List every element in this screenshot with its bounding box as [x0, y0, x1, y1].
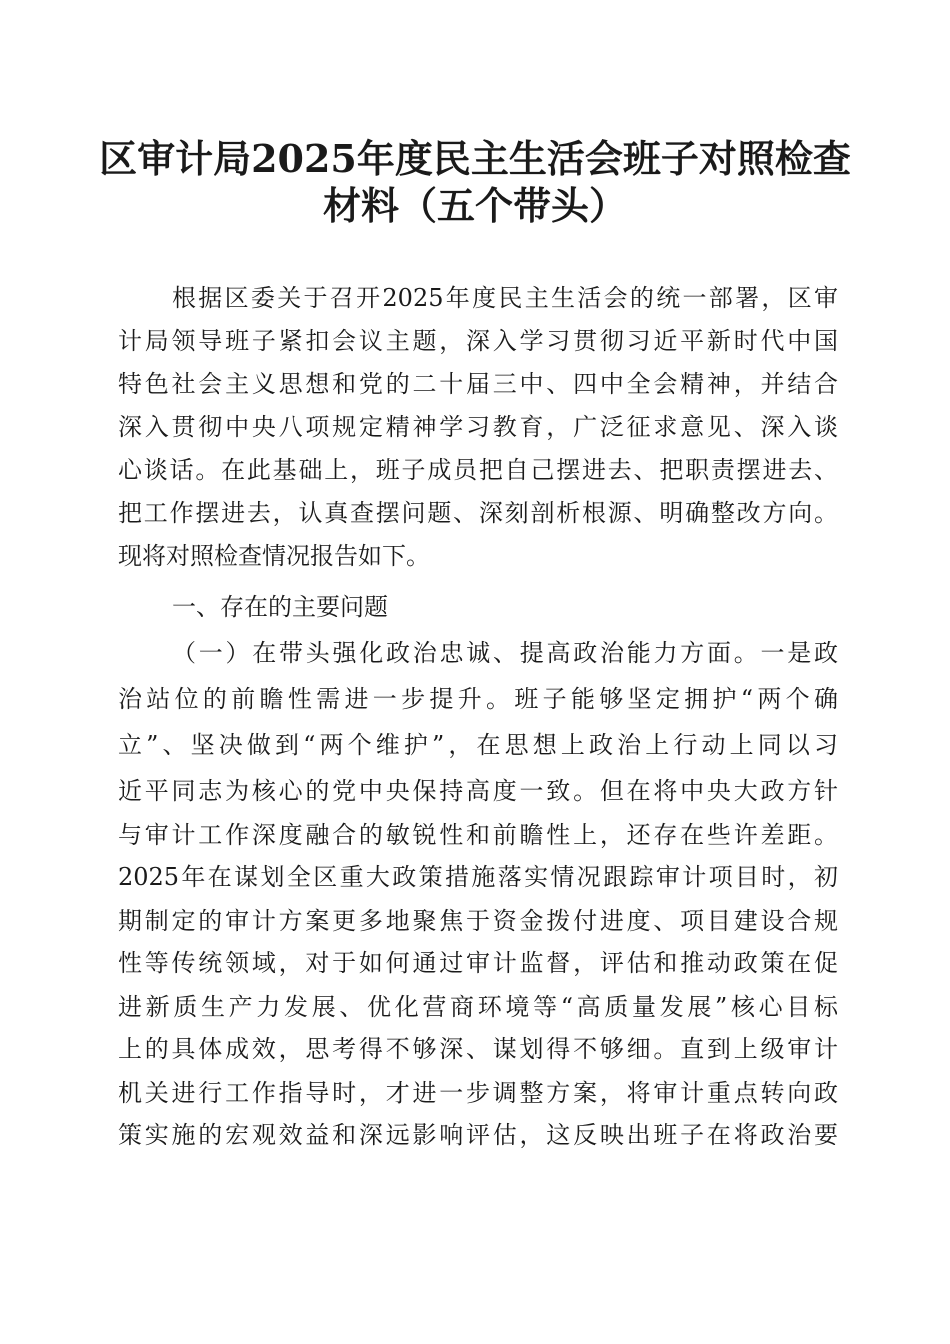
section-heading-1: 一、存在的主要问题 — [172, 593, 388, 621]
body-line-12: 策实施的宏观效益和深远影响评估，这反映出班子在将政治要 — [118, 1121, 838, 1149]
body-line-11: 机关进行工作指导时，才进一步调整方案，将审计重点转向政 — [118, 1079, 838, 1107]
intro-line-6: 把工作摆进去，认真查摆问题、深刻剖析根源、明确整改方向。 — [118, 499, 838, 527]
body-line-1: （一）在带头强化政治忠诚、提高政治能力方面。一是政 — [172, 639, 838, 667]
body-line-2: 治站位的前瞻性需进一步提升。班子能够坚定拥护“两个确 — [118, 685, 838, 713]
body-line-10: 上的具体成效，思考得不够深、谋划得不够细。直到上级审计 — [118, 1035, 838, 1063]
document-title-line-2: 材料（五个带头） — [322, 183, 627, 228]
intro-line-1: 根据区委关于召开2025年度民主生活会的统一部署，区审 — [172, 284, 838, 312]
body-line-7: 期制定的审计方案更多地聚焦于资金拨付进度、项目建设合规 — [118, 907, 838, 935]
body-line-6: 2025年在谋划全区重大政策措施落实情况跟踪审计项目时，初 — [118, 863, 838, 891]
body-line-4: 近平同志为核心的党中央保持高度一致。但在将中央大政方针 — [118, 777, 838, 805]
body-line-9: 进新质生产力发展、优化营商环境等“高质量发展”核心目标 — [118, 993, 838, 1021]
body-line-3: 立”、坚决做到“两个维护”，在思想上政治上行动上同以习 — [118, 731, 838, 759]
document-title-line-1: 区审计局2025年度民主生活会班子对照检查 — [99, 136, 851, 181]
intro-line-5: 心谈话。在此基础上，班子成员把自己摆进去、把职责摆进去、 — [118, 456, 838, 484]
intro-line-7: 现将对照检查情况报告如下。 — [118, 542, 430, 570]
intro-line-2: 计局领导班子紧扣会议主题，深入学习贯彻习近平新时代中国 — [118, 327, 838, 355]
intro-line-3: 特色社会主义思想和党的二十届三中、四中全会精神，并结合 — [118, 370, 838, 398]
intro-line-4: 深入贯彻中央八项规定精神学习教育，广泛征求意见、深入谈 — [118, 413, 838, 441]
body-line-8: 性等传统领域，对于如何通过审计监督，评估和推动政策在促 — [118, 949, 838, 977]
body-line-5: 与审计工作深度融合的敏锐性和前瞻性上，还存在些许差距。 — [118, 821, 838, 849]
